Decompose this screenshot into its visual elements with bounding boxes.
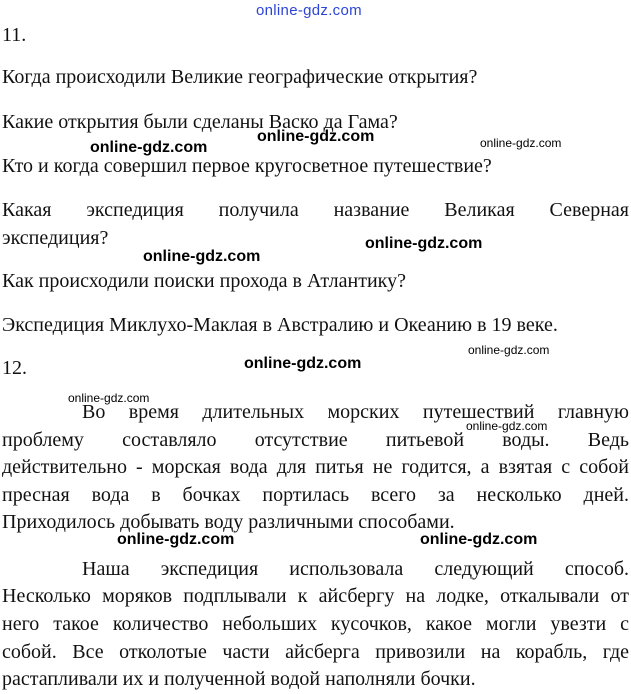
question-line: Как происходили поиски прохода в Атлантику? <box>2 270 406 292</box>
question-line: Экспедиция Миклухо-Маклая в Австралию и Океанию в 19 веке. <box>2 314 558 336</box>
section-12-number: 12. <box>2 357 27 379</box>
question-line: Какие открытия были сделаны Васко да Гама? <box>2 111 398 133</box>
watermark: online-gdz.com <box>466 419 548 433</box>
paragraph-line: Наша экспедиция использовала следующий способ. <box>82 558 629 580</box>
watermark: online-gdz.com <box>468 343 550 357</box>
question-line: Какая экспедиция получила название Великая Северная <box>2 199 629 221</box>
watermark: online-gdz.com <box>90 139 208 156</box>
paragraph-line: проблему составляло отсутствие питьевой воды. Ведь <box>2 429 629 451</box>
watermark: online-gdz.com <box>244 355 362 372</box>
paragraph-line: Несколько моряков подплывали к айсбергу на лодке, откалывали от <box>2 585 629 607</box>
watermark: online-gdz.com <box>365 235 483 252</box>
paragraph-line: Во время длительных морских путешествий главную <box>82 401 629 423</box>
question-line: экспедиция? <box>2 227 109 249</box>
watermark: online-gdz.com <box>480 136 562 150</box>
watermark: online-gdz.com <box>68 391 150 405</box>
question-line: Когда происходили Великие географические открытия? <box>2 66 478 88</box>
watermark: online-gdz.com <box>117 531 235 548</box>
paragraph-line: действительно - морская вода для питья не годится, а взятая с собой <box>2 456 629 478</box>
paragraph-line: пресная вода в бочках портилась всего за несколько дней. <box>2 484 629 506</box>
question-line: Кто и когда совершил первое кругосветное путешествие? <box>2 155 492 177</box>
paragraph-line: Приходилось добывать воду различными способами. <box>2 511 455 533</box>
paragraph-line: собой. Все отколотые части айсберга привозили на корабль, где <box>2 641 629 663</box>
paragraph-line: него такое количество небольших кусочков, какое могли увезти с <box>2 613 629 635</box>
paragraph-line: растапливали их и полученной водой наполняли бочки. <box>2 668 476 690</box>
watermark: online-gdz.com <box>143 248 261 265</box>
watermark: online-gdz.com <box>420 531 538 548</box>
section-11-number: 11. <box>2 24 27 46</box>
watermark: online-gdz.com <box>257 128 375 145</box>
header-watermark: online-gdz.com <box>256 2 362 19</box>
